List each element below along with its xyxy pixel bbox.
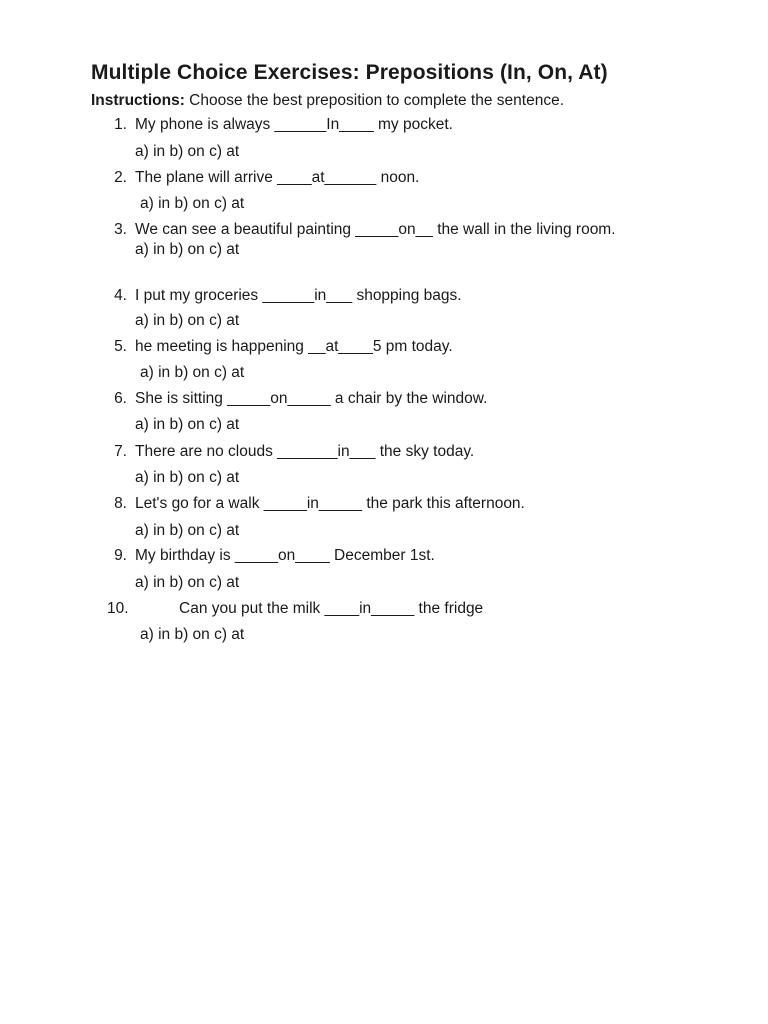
question-sentence: She is sitting _____on_____ a chair by the window. — [135, 390, 488, 407]
answer-options: a) in b) on c) at — [135, 241, 240, 258]
answer-options: a) in b) on c) at — [135, 416, 240, 433]
question-sentence: There are no clouds _______in___ the sky today. — [135, 443, 475, 460]
question-number: 10. — [107, 600, 129, 617]
question-sentence: he meeting is happening __at____5 pm today. — [135, 338, 453, 355]
answer-options: a) in b) on c) at — [135, 574, 240, 591]
instructions — [91, 92, 564, 110]
answer-options: a) in b) on c) at — [135, 312, 240, 329]
question-number: 1. — [114, 116, 127, 133]
answer-options: a) in b) on c) at — [135, 469, 240, 486]
question-number: 3. — [114, 221, 127, 238]
question-sentence: I put my groceries ______in___ shopping bags. — [135, 287, 462, 304]
question-sentence: My birthday is _____on____ December 1st. — [135, 547, 435, 564]
instructions-text: Choose the best preposition to complete the sentence. — [184, 92, 565, 109]
answer-options: a) in b) on c) at — [140, 626, 245, 643]
question-number: 9. — [114, 547, 127, 564]
question-sentence: Let's go for a walk _____in_____ the park this afternoon. — [135, 495, 525, 512]
question-number: 4. — [114, 287, 127, 304]
instructions-lead: Instructions: — [91, 92, 185, 109]
answer-options: a) in b) on c) at — [135, 522, 240, 539]
answer-options: a) in b) on c) at — [140, 364, 245, 381]
question-number: 6. — [114, 390, 127, 407]
answer-options: a) in b) on c) at — [135, 143, 240, 160]
page-title: Multiple Choice Exercises: Prepositions (In, On, At) — [91, 61, 608, 84]
question-sentence: The plane will arrive ____at______ noon. — [135, 169, 420, 186]
question-number: 8. — [114, 495, 127, 512]
question-sentence: Can you put the milk ____in_____ the fridge — [179, 600, 484, 617]
question-number: 2. — [114, 169, 127, 186]
question-number: 7. — [114, 443, 127, 460]
question-sentence: My phone is always ______In____ my pocket. — [135, 116, 453, 133]
answer-options: a) in b) on c) at — [140, 195, 245, 212]
question-number: 5. — [114, 338, 127, 355]
question-sentence: We can see a beautiful painting _____on__ the wall in the living room. — [135, 221, 616, 238]
